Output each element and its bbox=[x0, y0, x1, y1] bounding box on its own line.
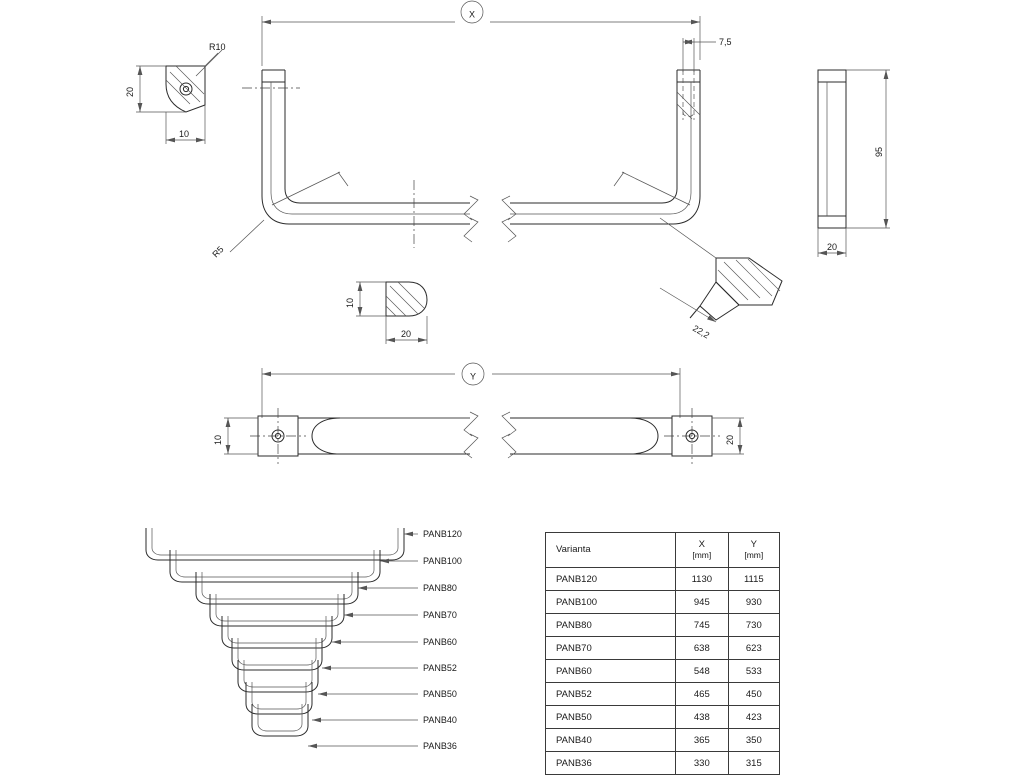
front-view bbox=[230, 38, 716, 258]
cell-x: 745 bbox=[676, 614, 729, 637]
radius-r5-label: R5 bbox=[210, 244, 226, 260]
dim-20-side-label: 20 bbox=[826, 242, 838, 252]
table-row bbox=[546, 591, 780, 614]
cell-variant: PANB52 bbox=[546, 683, 676, 706]
table-row bbox=[546, 729, 780, 752]
corner-height-20-label: 20 bbox=[125, 86, 135, 98]
profile-10-label: 10 bbox=[345, 297, 355, 309]
cell-variant: PANB60 bbox=[546, 660, 676, 683]
header-y bbox=[728, 533, 779, 568]
table-row bbox=[546, 752, 780, 775]
balloon-x-label: X bbox=[468, 9, 476, 20]
cell-x: 465 bbox=[676, 683, 729, 706]
callout-panb60: PANB60 bbox=[423, 637, 457, 647]
cell-y: 533 bbox=[728, 660, 779, 683]
cell-variant: PANB80 bbox=[546, 614, 676, 637]
cell-x: 1130 bbox=[676, 568, 729, 591]
cell-variant: PANB40 bbox=[546, 729, 676, 752]
table-row bbox=[546, 706, 780, 729]
cell-y: 450 bbox=[728, 683, 779, 706]
cell-y: 623 bbox=[728, 637, 779, 660]
header-x bbox=[676, 533, 729, 568]
callout-panb40: PANB40 bbox=[423, 715, 457, 725]
cell-y: 1115 bbox=[728, 568, 779, 591]
cell-y: 930 bbox=[728, 591, 779, 614]
cell-variant: PANB100 bbox=[546, 591, 676, 614]
variant-dimension-table bbox=[545, 532, 780, 775]
header-x-unit: [mm] bbox=[692, 549, 712, 560]
dim-95-label: 95 bbox=[874, 146, 884, 158]
plan-10-label: 10 bbox=[213, 434, 223, 446]
table-row bbox=[546, 683, 780, 706]
callout-panb120: PANB120 bbox=[423, 529, 462, 539]
dim-x-top bbox=[262, 1, 700, 66]
header-y-unit: [mm] bbox=[744, 549, 764, 560]
corner-width-10-label: 10 bbox=[179, 129, 190, 139]
cell-y: 730 bbox=[728, 614, 779, 637]
table-row bbox=[546, 568, 780, 591]
cell-x: 330 bbox=[676, 752, 729, 775]
table-header-row bbox=[546, 533, 780, 568]
table-row bbox=[546, 660, 780, 683]
cell-variant: PANB70 bbox=[546, 637, 676, 660]
table-row bbox=[546, 637, 780, 660]
cell-x: 548 bbox=[676, 660, 729, 683]
callout-panb70: PANB70 bbox=[423, 610, 457, 620]
callout-panb52: PANB52 bbox=[423, 663, 457, 673]
table-row bbox=[546, 614, 780, 637]
side-view bbox=[818, 70, 890, 257]
plan-20-label: 20 bbox=[725, 434, 735, 446]
profile-20-label: 20 bbox=[400, 329, 412, 339]
cell-y: 350 bbox=[728, 729, 779, 752]
balloon-y-label: Y bbox=[469, 371, 477, 382]
header-varianta: Varianta bbox=[546, 533, 676, 568]
radius-r10-label: R10 bbox=[209, 42, 226, 52]
profile-section bbox=[356, 282, 427, 344]
dim-7-5-label: 7,5 bbox=[719, 37, 732, 47]
header-y-symbol: Y bbox=[750, 538, 757, 550]
plan-view bbox=[224, 408, 744, 464]
variant-stack bbox=[146, 528, 418, 746]
cell-x: 638 bbox=[676, 637, 729, 660]
cell-variant: PANB50 bbox=[546, 706, 676, 729]
callout-panb36: PANB36 bbox=[423, 741, 457, 751]
callout-panb100: PANB100 bbox=[423, 556, 462, 566]
cell-x: 438 bbox=[676, 706, 729, 729]
iso-end-detail bbox=[660, 258, 782, 322]
dim-22-2-label: 22,2 bbox=[691, 323, 712, 341]
cell-variant: PANB36 bbox=[546, 752, 676, 775]
cell-x: 945 bbox=[676, 591, 729, 614]
cell-x: 365 bbox=[676, 729, 729, 752]
callout-panb50: PANB50 bbox=[423, 689, 457, 699]
cell-y: 423 bbox=[728, 706, 779, 729]
cell-variant: PANB120 bbox=[546, 568, 676, 591]
header-x-symbol: X bbox=[698, 538, 705, 550]
callout-panb80: PANB80 bbox=[423, 583, 457, 593]
cell-y: 315 bbox=[728, 752, 779, 775]
